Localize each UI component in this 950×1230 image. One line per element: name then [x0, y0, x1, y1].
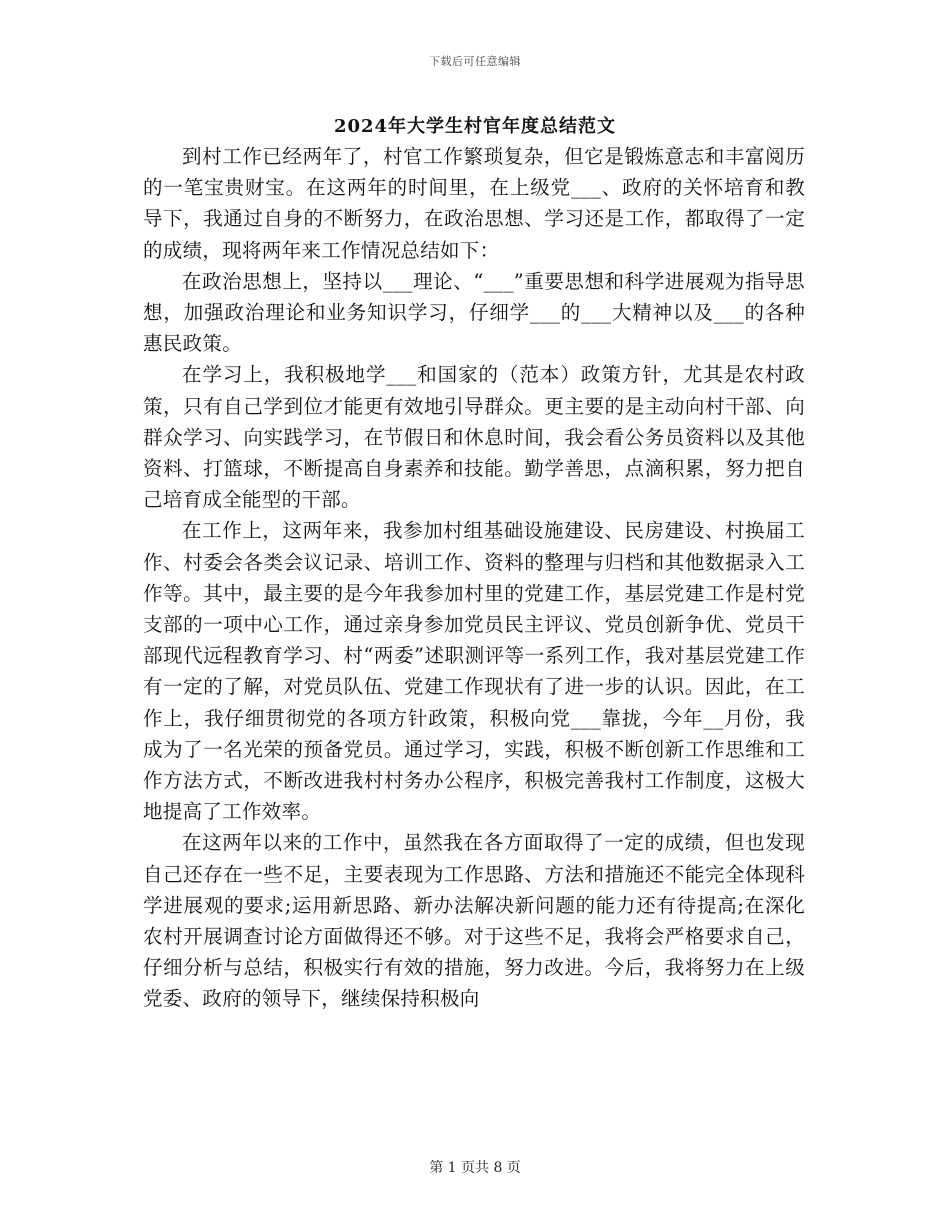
page-footer: 第 1 页共 8 页 [429, 1160, 521, 1176]
paragraph-intro: 到村工作已经两年了，村官工作繁琐复杂，但它是锻炼意志和丰富阅历的一笔宝贵财宝。在这两年的时间里，在上级党___、政府的关怀培育和教导下，我通过自身的不断努力，在政治思想、学习还是工作，都取得了一定的成绩，现将两年来工作情况总结如下： [143, 145, 805, 262]
header-note: 下载后可任意编辑 [429, 55, 521, 68]
paragraph-shortcomings: 在这两年以来的工作中，虽然我在各方面取得了一定的成绩，但也发现自己还存在一些不足，主要表现为工作思路、方法和措施还不能完全体现科学进展观的要求;运用新思路、新办法解决新问题的能力还有待提高;在深化农村开展调查讨论方面做得还不够。对于这些不足，我将会严格要求自己，仔细分析与总结，积极实行有效的措施，努力改进。今后，我将努力在上级党委、政府的领导下，继续保持积极向 [143, 831, 805, 1011]
document-title: 2024年大学生村官年度总结范文 [333, 116, 617, 137]
paragraph-study: 在学习上，我积极地学___和国家的（范本）政策方针，尤其是农村政策，只有自己学到位才能更有效地引导群众。更主要的是主动向村干部、向群众学习、向实践学习，在节假日和休息时间，我会看公务员资料以及其他资料、打篮球，不断提高自身素养和技能。勤学善思，点滴积累，努力把自己培育成全能型的干部。 [143, 363, 805, 512]
paragraph-political-thought: 在政治思想上，坚持以___理论、“___”重要思想和科学进展观为指导思想，加强政治理论和业务知识学习，仔细学___的___大精神以及___的各种惠民政策。 [143, 269, 805, 356]
paragraph-work: 在工作上，这两年来，我参加村组基础设施建设、民房建设、村换届工作、村委会各类会议记录、培训工作、资料的整理与归档和其他数据录入工作等。其中，最主要的是今年我参加村里的党建工作，基层党建工作是村党支部的一项中心工作，通过亲身参加党员民主评议、党员创新争优、党员干部现代远程教育学习、村“两委”述职测评等一系列工作，我对基层党建工作有一定的了解，对党员队伍、党建工作现状有了进一步的认识。因此，在工作上，我仔细贯彻党的各项方针政策，积极向党___靠拢，今年__月份，我成为了一名光荣的预备党员。通过学习，实践，积极不断创新工作思维和工作方法方式，不断改进我村村务办公程序，积极完善我村工作制度，这极大地提高了工作效率。 [143, 519, 805, 824]
document-body [143, 141, 805, 1015]
